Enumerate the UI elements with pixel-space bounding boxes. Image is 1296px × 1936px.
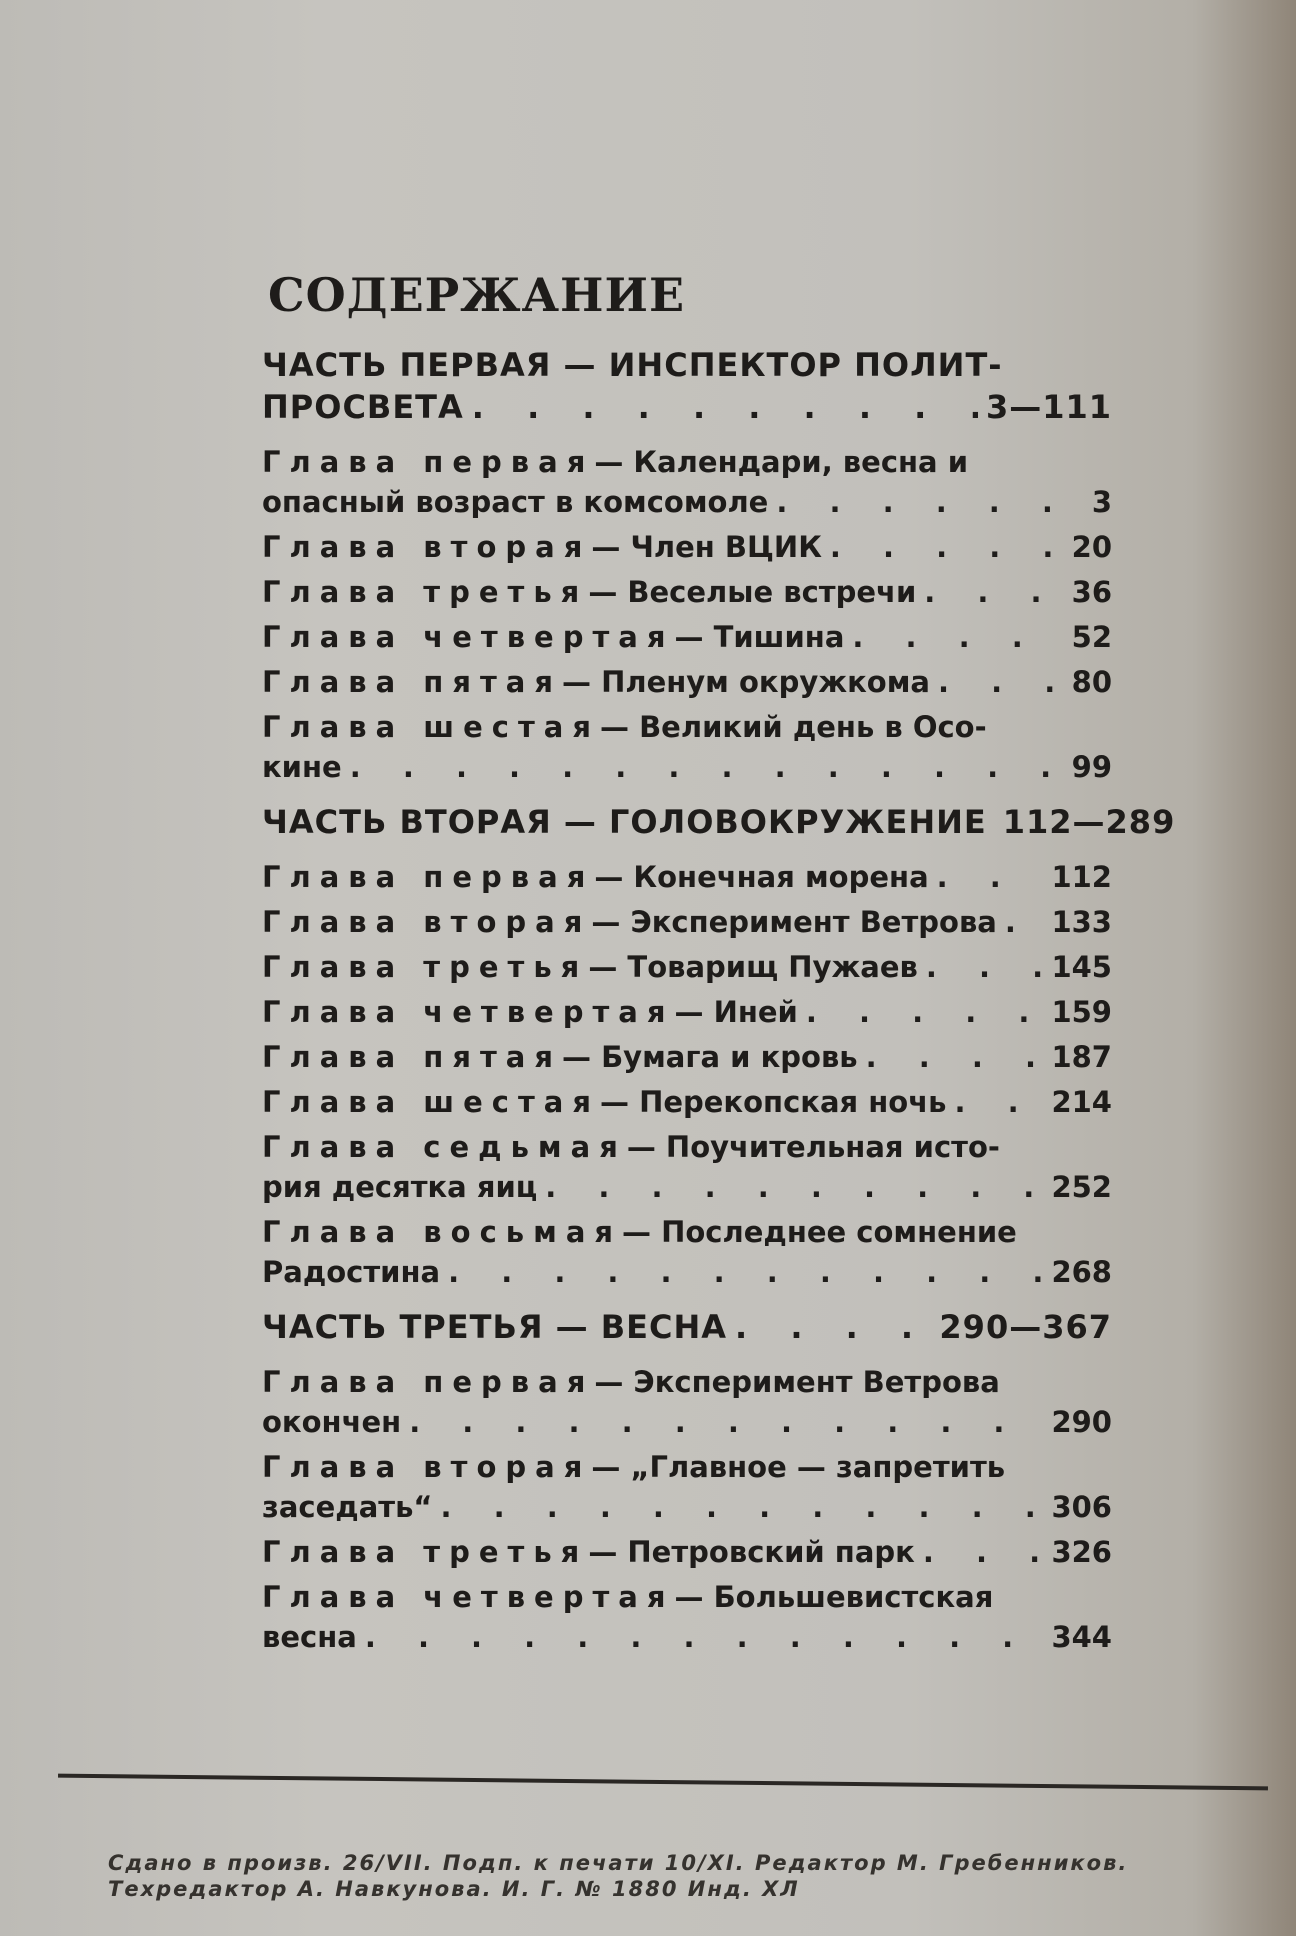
chapter-text bbox=[262, 572, 916, 612]
chapter-label: Глава пятая bbox=[262, 665, 562, 699]
entry-line-2 bbox=[262, 482, 1112, 522]
chapter-title-line-1: — Великий день в Осо- bbox=[599, 710, 987, 744]
chapter-label: Глава третья bbox=[262, 950, 589, 984]
page-number: 344 bbox=[1051, 1620, 1112, 1654]
chapter-label: Глава четвертая bbox=[262, 995, 675, 1029]
chapter-label: Глава третья bbox=[262, 575, 589, 609]
part-title: ЧАСТЬ ВТОРАЯ — ГОЛОВОКРУЖЕНИЕ bbox=[262, 803, 987, 841]
entry-line-2 bbox=[262, 1617, 1112, 1657]
chapter-label: Глава вторая bbox=[262, 530, 592, 564]
toc-entry bbox=[262, 442, 1112, 522]
page-number: 133 bbox=[1051, 905, 1112, 939]
entry-line bbox=[262, 1037, 1112, 1077]
entry-line bbox=[262, 992, 1112, 1032]
page-number: 187 bbox=[1051, 1040, 1112, 1074]
chapter-label: Глава вторая bbox=[262, 905, 592, 939]
chapter-title: — Пленум окружкома bbox=[561, 665, 930, 699]
chapter-title-line-1: — Последнее сомнение bbox=[622, 1215, 1017, 1249]
chapter-label: Глава восьмая bbox=[262, 1215, 623, 1249]
leader-dots bbox=[409, 1402, 1043, 1442]
chapter-text bbox=[262, 857, 929, 897]
leader-dots bbox=[472, 386, 978, 428]
chapter-title: — Товарищ Пужаев bbox=[588, 950, 918, 984]
chapter-label: Глава первая bbox=[262, 860, 595, 894]
entry-line-1 bbox=[262, 1362, 1112, 1402]
chapter-title-line-2: заседать“ bbox=[262, 1490, 433, 1524]
entry-line bbox=[262, 902, 1112, 942]
entry-line bbox=[262, 527, 1112, 567]
chapter-text bbox=[262, 992, 798, 1032]
chapter-title-line-2: Радостина bbox=[262, 1255, 441, 1289]
leader-dots bbox=[735, 1306, 931, 1348]
chapter-title-line-2: кине bbox=[262, 750, 342, 784]
entry-line-1 bbox=[262, 1447, 1112, 1487]
toc-entry bbox=[262, 1577, 1112, 1657]
chapter-title-line-2: окончен bbox=[262, 1405, 402, 1439]
part-pages: 290—367 bbox=[939, 1308, 1112, 1346]
part-heading bbox=[262, 1306, 1112, 1348]
toc-entry bbox=[262, 662, 1112, 702]
page-number: 252 bbox=[1051, 1170, 1112, 1204]
toc-entry bbox=[262, 707, 1112, 787]
leader-dots bbox=[776, 482, 1083, 522]
imprint-line-2: Техредактор А. Навкунова. И. Г. № 1880 Инд. ХЛ bbox=[108, 1877, 800, 1901]
page-number: 326 bbox=[1051, 1535, 1112, 1569]
leader-dots bbox=[830, 527, 1064, 567]
chapter-text bbox=[262, 662, 930, 702]
page-number: 80 bbox=[1071, 665, 1112, 699]
chapter-text bbox=[262, 617, 844, 657]
entry-line bbox=[262, 572, 1112, 612]
chapter-label: Глава пятая bbox=[262, 1040, 562, 1074]
leader-dots bbox=[440, 1487, 1043, 1527]
entry-line-1 bbox=[262, 1577, 1112, 1617]
leader-dots bbox=[852, 617, 1063, 657]
entry-line bbox=[262, 1082, 1112, 1122]
leader-dots bbox=[350, 747, 1064, 787]
chapter-text bbox=[262, 902, 997, 942]
chapter-label: Глава шестая bbox=[262, 1085, 600, 1119]
toc-entry bbox=[262, 617, 1112, 657]
chapter-title: — Эксперимент Ветрова bbox=[591, 905, 997, 939]
toc-entry bbox=[262, 1532, 1112, 1572]
page-number: 306 bbox=[1051, 1490, 1112, 1524]
entry-line bbox=[262, 617, 1112, 657]
toc-entry bbox=[262, 1082, 1112, 1122]
leader-dots bbox=[938, 662, 1064, 702]
chapter-label: Глава третья bbox=[262, 1535, 589, 1569]
chapter-text bbox=[262, 1037, 858, 1077]
chapter-title-line-2: весна bbox=[262, 1620, 357, 1654]
leader-dots bbox=[923, 1532, 1044, 1572]
page-number: 290 bbox=[1051, 1405, 1112, 1439]
entry-line-2 bbox=[262, 1402, 1112, 1442]
chapter-title-line-2: опасный возраст в комсомоле bbox=[262, 485, 769, 519]
part-heading bbox=[262, 344, 1112, 428]
page-number: 99 bbox=[1071, 750, 1112, 784]
chapter-text bbox=[262, 1082, 946, 1122]
chapter-title: — Член ВЦИК bbox=[591, 530, 822, 564]
chapter-text bbox=[262, 527, 822, 567]
leader-dots bbox=[924, 572, 1063, 612]
entry-line bbox=[262, 1532, 1112, 1572]
part-title-row bbox=[262, 801, 1176, 843]
chapter-text bbox=[262, 1532, 915, 1572]
page-number: 268 bbox=[1051, 1255, 1112, 1289]
toc-entry bbox=[262, 857, 1112, 897]
chapter-label: Глава вторая bbox=[262, 1450, 592, 1484]
page-number: 36 bbox=[1071, 575, 1112, 609]
entry-line-1 bbox=[262, 707, 1112, 747]
entry-line-1 bbox=[262, 1127, 1112, 1167]
entry-line bbox=[262, 857, 1112, 897]
entry-line-2 bbox=[262, 1252, 1112, 1292]
toc-entry bbox=[262, 1447, 1112, 1527]
chapter-title: — Перекопская ночь bbox=[599, 1085, 947, 1119]
entry-line bbox=[262, 947, 1112, 987]
part-pages: 112—289 bbox=[1002, 803, 1176, 841]
chapter-label: Глава шестая bbox=[262, 710, 600, 744]
chapter-title: — Бумага и кровь bbox=[561, 1040, 858, 1074]
leader-dots bbox=[954, 1082, 1043, 1122]
toc-entry bbox=[262, 1037, 1112, 1077]
chapter-title-line-2: рия десятка яиц bbox=[262, 1170, 538, 1204]
leader-dots bbox=[1005, 902, 1044, 942]
chapter-label: Глава четвертая bbox=[262, 620, 675, 654]
entry-line-2 bbox=[262, 747, 1112, 787]
toc-entry bbox=[262, 527, 1112, 567]
toc-entry bbox=[262, 947, 1112, 987]
chapter-title: — Иней bbox=[674, 995, 798, 1029]
part-title-row bbox=[262, 1306, 1112, 1348]
leader-dots bbox=[866, 1037, 1044, 1077]
entry-line-2 bbox=[262, 1167, 1112, 1207]
chapter-title: — Петровский парк bbox=[588, 1535, 915, 1569]
toc-entry bbox=[262, 902, 1112, 942]
chapter-title: — Веселые встречи bbox=[588, 575, 917, 609]
imprint-line-1: Сдано в произв. 26/VII. Подп. к печати 10/XI. Редактор М. Гребенников. bbox=[108, 1851, 1129, 1875]
chapter-title-line-1: — Календари, весна и bbox=[594, 445, 969, 479]
toc-heading: СОДЕРЖАНИЕ bbox=[268, 268, 686, 322]
imprint bbox=[108, 1850, 1258, 1902]
entry-line-1 bbox=[262, 442, 1112, 482]
leader-dots bbox=[926, 947, 1044, 987]
chapter-title-line-1: — „Главное — запретить bbox=[591, 1450, 1006, 1484]
leader-dots bbox=[806, 992, 1044, 1032]
chapter-title-line-1: — Большевистская bbox=[674, 1580, 994, 1614]
chapter-title-line-1: — Эксперимент Ветрова bbox=[594, 1365, 1000, 1399]
entry-line-1 bbox=[262, 1212, 1112, 1252]
part-title-line-2: ПРОСВЕТА bbox=[262, 388, 464, 426]
page-number: 20 bbox=[1071, 530, 1112, 564]
chapter-label: Глава седьмая bbox=[262, 1130, 627, 1164]
chapter-label: Глава первая bbox=[262, 1365, 595, 1399]
entry-line-2 bbox=[262, 1487, 1112, 1527]
leader-dots bbox=[545, 1167, 1043, 1207]
part-title: ЧАСТЬ ТРЕТЬЯ — ВЕСНА bbox=[262, 1308, 728, 1346]
page-number: 159 bbox=[1051, 995, 1112, 1029]
chapter-label: Глава четвертая bbox=[262, 1580, 675, 1614]
toc-entry bbox=[262, 992, 1112, 1032]
page-number: 145 bbox=[1051, 950, 1112, 984]
page-number: 214 bbox=[1051, 1085, 1112, 1119]
chapter-title: — Конечная морена bbox=[594, 860, 929, 894]
page-number: 3 bbox=[1091, 485, 1112, 519]
chapter-title-line-1: — Поучительная исто- bbox=[626, 1130, 1000, 1164]
leader-dots bbox=[365, 1617, 1044, 1657]
part-pages: 3—111 bbox=[985, 388, 1112, 426]
entry-line bbox=[262, 662, 1112, 702]
toc-entry bbox=[262, 1127, 1112, 1207]
part-title-line-1: ЧАСТЬ ПЕРВАЯ — ИНСПЕКТОР ПОЛИТ- bbox=[262, 346, 1003, 384]
page-number: 112 bbox=[1051, 860, 1112, 894]
toc-entry bbox=[262, 1362, 1112, 1442]
page-number: 52 bbox=[1071, 620, 1112, 654]
leader-dots bbox=[937, 857, 1044, 897]
toc-entry bbox=[262, 1212, 1112, 1292]
leader-dots bbox=[448, 1252, 1043, 1292]
divider-rule bbox=[58, 1774, 1268, 1791]
toc-entry bbox=[262, 572, 1112, 612]
chapter-title: — Тишина bbox=[674, 620, 845, 654]
part-title-row bbox=[262, 386, 1112, 428]
table-of-contents bbox=[262, 268, 1176, 1662]
part-heading bbox=[262, 801, 1176, 843]
chapter-label: Глава первая bbox=[262, 445, 595, 479]
chapter-text bbox=[262, 947, 918, 987]
